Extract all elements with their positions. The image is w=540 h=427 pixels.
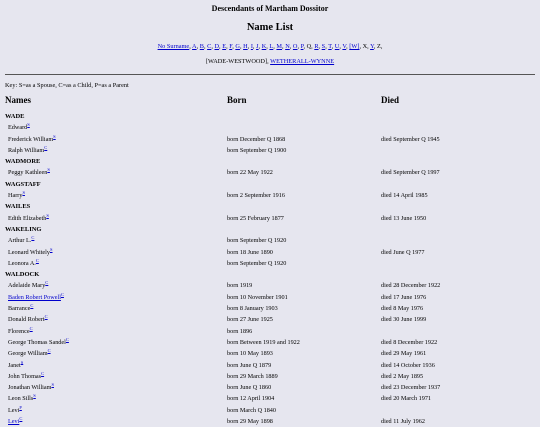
letter-o[interactable]: O — [292, 43, 298, 50]
person-name: Janet — [8, 361, 21, 369]
person-name: Ralph William — [8, 146, 45, 154]
person-name: Edith Elizabeth — [8, 214, 47, 222]
letter-x: X — [362, 43, 368, 50]
role-tag-link[interactable]: S — [20, 359, 24, 365]
person-name: Levi — [8, 406, 20, 414]
person-name: Frederick William — [8, 135, 54, 143]
alphabet-separator: , — [258, 43, 262, 50]
person-name-cell — [8, 393, 36, 404]
person-name-cell — [8, 167, 50, 178]
person-row — [0, 190, 540, 201]
person-row — [0, 292, 540, 303]
person-row — [0, 348, 540, 359]
role-tag-link[interactable]: C — [45, 280, 49, 286]
role-tag-link[interactable]: C — [60, 291, 64, 297]
role-tag — [66, 337, 69, 342]
died-cell: died 30 June 1999 — [381, 316, 427, 324]
died-cell: died June Q 1977 — [381, 248, 425, 256]
died-cell: died September Q 1945 — [381, 135, 440, 143]
born-cell: born September Q 1900 — [227, 146, 287, 154]
person-name-cell — [8, 303, 33, 314]
column-headers — [0, 95, 540, 111]
person-name: Peggy Kathleen — [8, 169, 48, 177]
letter-e[interactable]: E — [222, 43, 227, 50]
role-tag-link[interactable]: S — [53, 133, 56, 139]
range-separator: , — [267, 58, 271, 65]
alphabet-letters — [192, 43, 382, 50]
role-tag — [22, 190, 25, 195]
role-tag-link[interactable]: S — [51, 382, 54, 388]
role-tag — [30, 303, 33, 308]
person-name-link[interactable]: Baden Robert Powell — [8, 293, 61, 301]
role-tag — [21, 359, 24, 364]
letter-v[interactable]: V — [342, 43, 347, 50]
person-name-cell — [8, 348, 51, 359]
died-header: Died — [381, 95, 399, 105]
born-cell: born 29 May 1898 — [227, 418, 273, 426]
alphabet-separator: , — [232, 43, 236, 50]
letter-k[interactable]: K — [261, 43, 267, 50]
born-cell: born 12 April 1904 — [227, 395, 275, 403]
surname-heading: WADE — [5, 113, 25, 120]
role-tag-link[interactable]: S — [22, 190, 25, 196]
person-name-cell — [8, 134, 56, 145]
person-name: George Thomas Sandel — [8, 338, 66, 346]
role-tag-link[interactable]: S — [49, 246, 53, 252]
role-tag-link[interactable]: C — [29, 325, 33, 331]
letter-w[interactable]: [W] — [349, 43, 360, 50]
alphabet-separator: , — [339, 43, 343, 50]
person-name: Donald Robert — [8, 316, 45, 324]
person-row — [0, 393, 540, 404]
born-cell: born 10 May 1893 — [227, 350, 273, 358]
person-name-cell — [8, 213, 49, 224]
person-row — [0, 314, 540, 325]
range-current: [WADE-WESTWOOD] — [205, 58, 268, 65]
letter-q: Q — [306, 43, 312, 50]
died-cell: died 8 May 1976 — [381, 305, 424, 313]
alphabet-separator: , — [297, 43, 301, 50]
alphabet-separator: , — [266, 43, 270, 50]
person-name: Arthur L. — [8, 237, 32, 245]
died-cell: died 17 June 1976 — [381, 293, 427, 301]
died-cell: died 13 June 1950 — [381, 214, 427, 222]
role-tag-link[interactable]: P — [19, 404, 22, 410]
alphabet-separator: , — [373, 43, 377, 50]
role-tag — [30, 326, 33, 331]
person-name-cell — [8, 337, 69, 348]
range-next-link[interactable]: WETHERALL-WYNNE — [270, 58, 335, 65]
born-header: Born — [227, 95, 247, 105]
born-cell: born 1896 — [227, 327, 253, 335]
person-row — [0, 303, 540, 314]
surname-heading: WALDOCK — [5, 271, 40, 279]
role-tag — [50, 247, 53, 252]
alphabet-separator: , — [252, 43, 257, 50]
role-tag — [44, 145, 47, 150]
person-row — [0, 247, 540, 258]
person-row — [0, 360, 540, 371]
person-name-cell — [8, 247, 53, 258]
person-row — [0, 416, 540, 427]
alphabet-separator: , — [247, 43, 251, 50]
role-tag-link[interactable]: S — [33, 393, 36, 399]
name-list — [0, 111, 540, 427]
letter-s[interactable]: S — [321, 43, 326, 50]
person-name-cell — [8, 371, 44, 382]
letter-g[interactable]: G — [235, 43, 240, 50]
alphabet-separator: , — [219, 43, 223, 50]
role-tag — [19, 405, 22, 410]
person-row — [0, 337, 540, 348]
alphabet-separator: , — [303, 43, 307, 50]
role-tag — [31, 235, 34, 240]
alphabet-separator: , — [380, 43, 383, 50]
person-name: Leonard Whitely — [8, 248, 50, 256]
person-row — [0, 213, 540, 224]
alphabet-separator: , — [239, 43, 244, 50]
letter-i[interactable]: I — [250, 43, 253, 50]
alphabet-separator: , — [311, 43, 315, 50]
no-surname-link[interactable]: No Surname — [157, 43, 190, 50]
role-tag-link[interactable]: C — [41, 370, 45, 376]
person-row — [0, 382, 540, 393]
role-tag — [45, 280, 48, 285]
person-row — [0, 371, 540, 382]
person-name-cell — [8, 405, 22, 416]
role-tag — [47, 167, 50, 172]
surname-heading: WAGSTAFF — [5, 180, 41, 188]
person-name-cell — [8, 280, 48, 291]
role-tag — [36, 258, 39, 263]
role-tag-link[interactable]: C — [19, 415, 23, 421]
role-tag-link[interactable]: S — [27, 122, 30, 128]
role-tag — [45, 314, 48, 319]
alphabet-separator: , — [203, 43, 208, 50]
person-row — [0, 235, 540, 246]
alphabet-separator: , — [226, 43, 230, 50]
born-cell: born 22 May 1922 — [227, 169, 273, 177]
person-name: George William — [8, 350, 48, 358]
born-cell: born 25 February 1877 — [227, 214, 284, 222]
died-cell: died 2 May 1895 — [381, 372, 424, 380]
died-cell: died 20 March 1971 — [381, 395, 432, 403]
born-cell: born March Q 1840 — [227, 406, 276, 414]
person-name-cell — [8, 360, 23, 371]
role-tag-link[interactable]: C — [44, 314, 48, 320]
role-tag — [19, 416, 22, 421]
person-name: Florence — [8, 327, 30, 335]
person-name: John Thomas — [8, 372, 42, 380]
role-tag — [41, 371, 44, 376]
died-cell: died 8 December 1922 — [381, 338, 438, 346]
letter-z: Z — [376, 43, 381, 50]
died-cell: died 28 December 1922 — [381, 282, 441, 290]
person-row — [0, 405, 540, 416]
person-name: Jonathan William — [8, 384, 52, 392]
person-row — [0, 280, 540, 291]
died-cell: died September Q 1997 — [381, 169, 440, 177]
born-cell: born 2 September 1916 — [227, 192, 285, 200]
divider — [5, 74, 535, 75]
alphabet-separator: , — [189, 43, 193, 50]
letter-t[interactable]: T — [328, 43, 332, 50]
person-row — [0, 167, 540, 178]
role-tag-link[interactable]: C — [65, 336, 69, 342]
alphabet-separator: , — [325, 43, 329, 50]
person-row — [0, 145, 540, 156]
person-name-cell — [8, 258, 39, 269]
site-title: Descendants of Martham Dossitor — [211, 4, 329, 13]
born-cell: born June Q 1860 — [227, 384, 272, 392]
alphabet-separator: , — [211, 43, 215, 50]
letter-r[interactable]: R — [314, 43, 319, 50]
role-tag-link[interactable]: C — [31, 235, 35, 241]
alphabet-separator: , — [196, 43, 200, 50]
person-name: Edward — [8, 124, 28, 132]
letter-l[interactable]: L — [269, 43, 274, 50]
born-cell: born September Q 1920 — [227, 237, 287, 245]
role-tag-link[interactable]: C — [35, 257, 39, 263]
letter-y[interactable]: Y — [370, 43, 374, 50]
role-tag — [27, 122, 30, 127]
role-tag — [46, 213, 49, 218]
born-cell: born 29 March 1889 — [227, 372, 278, 380]
person-name-cell — [8, 235, 34, 246]
died-cell: died 14 October 1936 — [381, 361, 435, 369]
page-title: Name List — [246, 22, 294, 33]
died-cell: died 14 April 1985 — [381, 192, 428, 200]
person-name-cell — [8, 326, 33, 337]
person-name: Barrance — [8, 305, 31, 313]
role-tag-link[interactable]: S — [46, 212, 49, 218]
person-name: Leonora A. — [8, 259, 36, 267]
born-cell: born 8 January 1903 — [227, 305, 278, 313]
died-cell: died 11 July 1962 — [381, 418, 425, 426]
person-row — [0, 326, 540, 337]
died-cell: died 29 May 1961 — [381, 350, 427, 358]
born-cell: born Between 1919 and 1922 — [227, 338, 300, 346]
born-cell: born December Q 1868 — [227, 135, 286, 143]
role-tag — [53, 134, 56, 139]
person-name-cell — [8, 122, 30, 133]
alphabet-separator: , — [346, 43, 350, 50]
alphabet-separator: , — [289, 43, 293, 50]
person-name-cell — [8, 314, 48, 325]
letter-b[interactable]: B — [199, 43, 204, 50]
person-name-cell — [8, 145, 47, 156]
alphabet-separator: , — [282, 43, 286, 50]
person-name-cell — [8, 416, 22, 427]
alphabet-index — [0, 42, 540, 51]
person-name-cell — [8, 292, 64, 303]
born-cell: born June Q 1879 — [227, 361, 272, 369]
born-cell: born 27 June 1925 — [227, 316, 273, 324]
letter-n[interactable]: N — [285, 43, 290, 50]
born-cell: born 10 November 1901 — [227, 293, 288, 301]
letter-c[interactable]: C — [207, 43, 212, 50]
born-cell: born 1919 — [227, 282, 253, 290]
key-legend: Key: S=as a Spouse, C=as a Child, P=as a Parent — [5, 82, 129, 89]
alphabet-separator: , — [273, 43, 277, 50]
person-name-link[interactable]: Levi — [8, 418, 20, 426]
letter-h[interactable]: H — [243, 43, 248, 50]
person-name: Leon Sills — [8, 395, 34, 403]
born-cell: born 18 June 1890 — [227, 248, 273, 256]
role-tag — [61, 292, 64, 297]
surname-heading: WAKELING — [5, 225, 42, 233]
alphabet-separator: , — [331, 43, 335, 50]
died-cell: died 23 December 1937 — [381, 384, 441, 392]
surname-heading: WADMORE — [5, 158, 41, 166]
letter-m[interactable]: M — [276, 43, 283, 50]
role-tag — [51, 382, 54, 387]
person-row — [0, 122, 540, 133]
role-tag-link[interactable]: C — [47, 348, 51, 354]
person-name: Adelaide Mary — [8, 282, 46, 290]
role-tag-link[interactable]: C — [30, 302, 34, 308]
alphabet-separator: , — [318, 43, 322, 50]
person-name-cell — [8, 382, 54, 393]
names-header: Names — [5, 95, 31, 105]
range-nav — [0, 57, 540, 66]
alphabet-separator: , — [367, 43, 371, 50]
letter-p[interactable]: P — [300, 43, 304, 50]
role-tag — [48, 348, 51, 353]
person-row — [0, 134, 540, 145]
letter-d[interactable]: D — [214, 43, 220, 50]
letter-u[interactable]: U — [334, 43, 340, 50]
born-cell: born September Q 1920 — [227, 259, 287, 267]
alphabet-separator: , — [359, 43, 363, 50]
letter-j[interactable]: J — [256, 43, 259, 50]
surname-heading: WAILES — [5, 203, 31, 211]
letter-f[interactable]: F — [229, 43, 233, 50]
role-tag-link[interactable]: C — [44, 144, 48, 150]
person-row — [0, 258, 540, 269]
role-tag-link[interactable]: S — [47, 167, 50, 173]
role-tag — [33, 393, 36, 398]
person-name-cell — [8, 190, 25, 201]
person-name: Harry — [8, 192, 23, 200]
letter-a[interactable]: A — [192, 43, 197, 50]
